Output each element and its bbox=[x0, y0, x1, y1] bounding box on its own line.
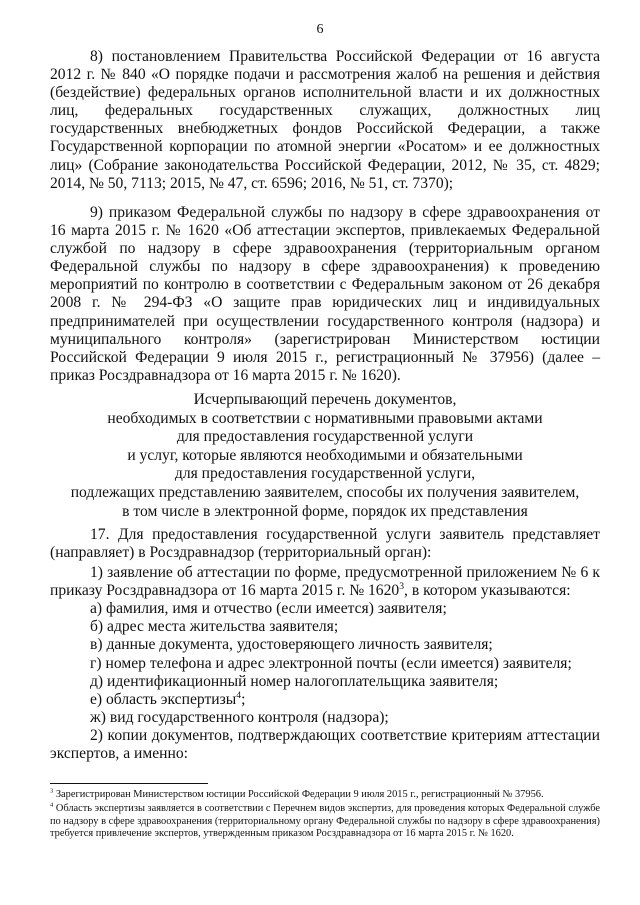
sub-item-b: б) адрес места жительства заявителя; bbox=[90, 618, 339, 635]
paragraph-8: 8) постановлением Правительства Российской Федерации от 16 августа 2012 г. № 840 «О порядке подачи и рассмотрения жалоб на решения и действия (бездействие) федеральных органов исполнительной власти и их должностных лиц, федеральных государственных служащих, должностных лиц государственных внебюджетных фондов Российской Федерации, а также Государственной корпорации по атомной энергии «Росатом» и ее должностных лиц» (Собрание законодательства Российской Федерации, 2012, № 35, ст. 4829; 2014, № 50, 7113; 2015, № 47, ст. 6596; 2016, № 51, ст. 7370); bbox=[50, 48, 600, 192]
list-item-1-text: 1) заявление об аттестации по форме, предусмотренной приложением № 6 к приказу Росздравнадзора от 16 марта 2015 г. № 1620 bbox=[50, 564, 600, 600]
list-item-2: 2) копии документов, подтверждающих соответствие критериям аттестации экспертов, а именно: bbox=[50, 727, 600, 763]
heading-line: для предоставления государственной услуги bbox=[176, 428, 474, 446]
footnote-text: Зарегистрирован Министерством юстиции Российской Федерации 9 июля 2015 г., регистрационный № 37956. bbox=[53, 789, 544, 800]
footnote-ref-3: 3 bbox=[399, 580, 405, 592]
heading-line: Исчерпывающий перечень документов, bbox=[193, 391, 457, 408]
sub-item-e-tail: ; bbox=[241, 691, 246, 708]
footnote-3 bbox=[50, 789, 600, 802]
footnote-mark: 3 bbox=[50, 787, 54, 795]
sub-item-a: а) фамилия, имя и отчество (если имеется) заявителя; bbox=[90, 600, 447, 617]
heading-line: подлежащих представлению заявителем, способы их получения заявителем, bbox=[70, 483, 580, 501]
sub-item-zh: ж) вид государственного контроля (надзора); bbox=[90, 709, 389, 726]
footnote-divider bbox=[50, 783, 208, 784]
heading-line: необходимых в соответствии с нормативными правовыми актами bbox=[107, 409, 543, 427]
footnote-4 bbox=[50, 803, 600, 841]
page-number: 6 bbox=[316, 22, 324, 37]
footnote-mark: 4 bbox=[50, 801, 54, 809]
sub-item-g: г) номер телефона и адрес электронной почты (если имеется) заявителя; bbox=[90, 655, 572, 672]
list-item-1-tail: , в котором указываются: bbox=[404, 582, 571, 600]
paragraph-9: 9) приказом Федеральной службы по надзору в сфере здравоохранения от 16 марта 2015 г. № 1620 «Об аттестации экспертов, привлекаемых Федеральной службой по надзору в сфере здравоохранения (территориальным органом Федеральной службы по надзору в сфере здравоохранения) к проведению мероприятий по контролю в соответствии с Федеральным законом от 26 декабря 2008 г. № 294-ФЗ «О защите прав юридических лиц и индивидуальных предпринимателей при осуществлении государственного контроля (надзора) и муниципального контроля» (зарегистрирован Министерством юстиции Российской Федерации 9 июля 2015 г., регистрационный № 37956) (далее – приказ Росздравнадзора от 16 марта 2015 г. № 1620). bbox=[50, 204, 600, 384]
sub-item-d: д) идентификационный номер налогоплательщика заявителя; bbox=[90, 673, 499, 690]
list-item-1 bbox=[50, 564, 600, 600]
heading-line: в том числе в электронной форме, порядок их представления bbox=[122, 502, 528, 520]
heading-line: для предоставления государственной услуги, bbox=[174, 465, 476, 483]
section-heading bbox=[50, 391, 600, 521]
sub-item-e-text: е) область экспертизы bbox=[90, 691, 237, 708]
heading-line: и услуг, которые являются необходимыми и обязательными bbox=[127, 446, 523, 464]
sub-item-e bbox=[90, 691, 600, 709]
sub-item-v: в) данные документа, удостоверяющего личность заявителя; bbox=[90, 636, 493, 653]
footnote-text: Область экспертизы заявляется в соответствии с Перечнем видов экспертиз, для проведения которых Федеральной службе по надзору в сфере здравоохранения (территориальному органу Федеральной службы по надзору в сфере здравоохранения) требуется привлечение экспертов, утвержденным приказом Росздравнадзора от 16 марта 2015 г. № 1620. bbox=[50, 803, 600, 840]
paragraph-17: 17. Для предоставления государственной услуги заявитель представляет (направляет) в Росздравнадзор (территориальный орган): bbox=[50, 526, 600, 562]
footnote-ref-4: 4 bbox=[236, 689, 242, 701]
